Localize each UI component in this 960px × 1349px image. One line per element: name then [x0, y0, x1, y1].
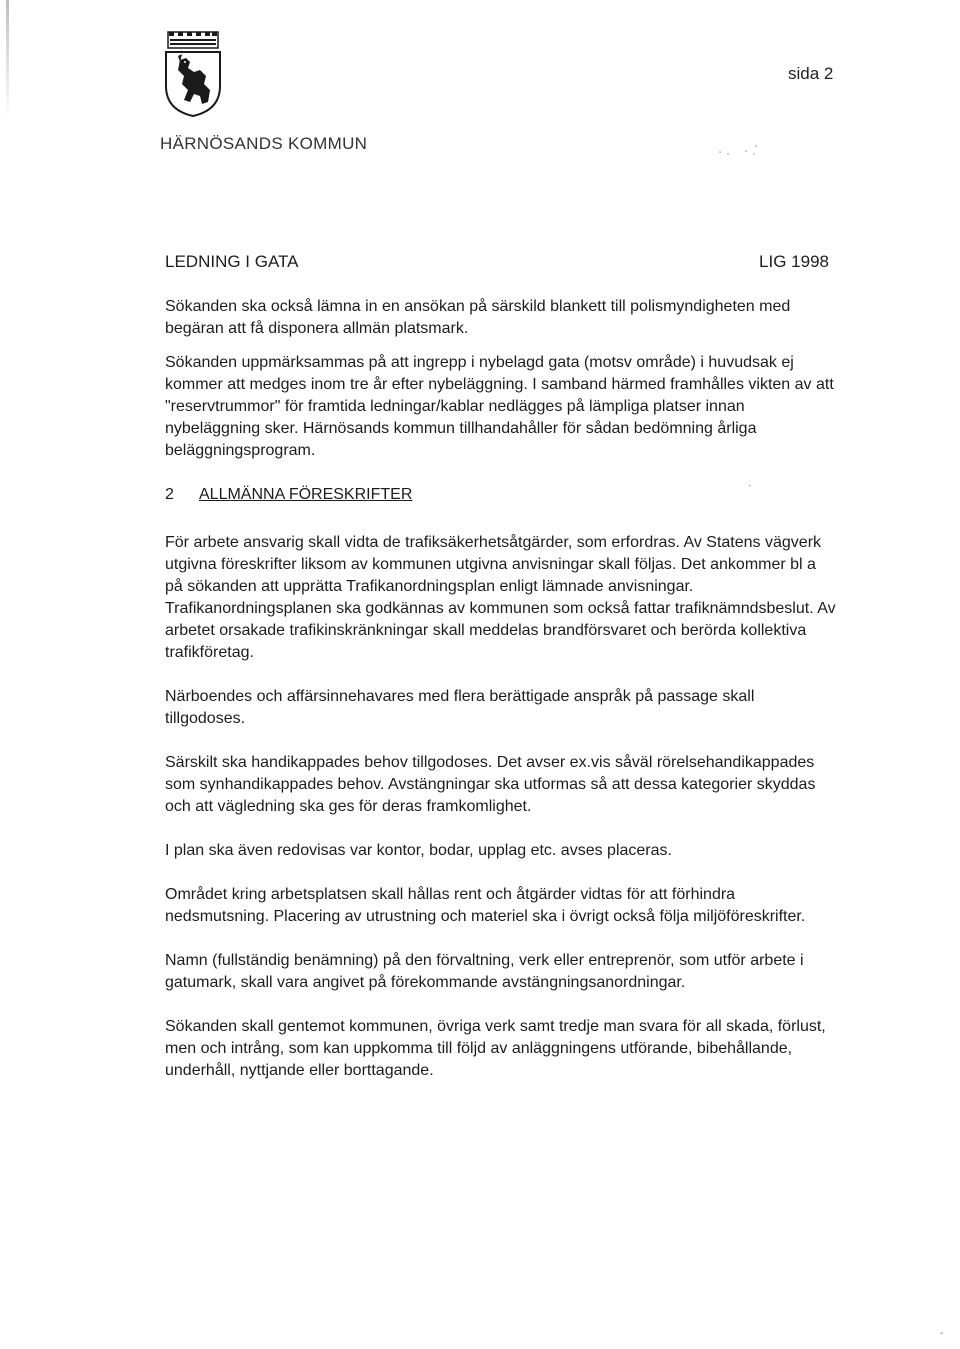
- scan-dot: -: [940, 1328, 944, 1339]
- document-heading: [165, 252, 829, 272]
- document-body: [165, 296, 837, 1104]
- paragraph-application: Sökanden ska också lämna in en ansökan på särskild blankett till polismyndigheten med begäran att få disponera allmän platsmark.: [165, 298, 791, 337]
- section-heading: [165, 484, 837, 506]
- paragraph-cleanliness: Området kring arbetsplatsen skall hållas rent och åtgärder vidtas för att förhindra nedsmutsning. Placering av utrustning och materiel ska i övrigt också följa miljöföreskrifter.: [165, 886, 806, 925]
- scan-dot: ·: [748, 480, 752, 491]
- paragraph-disabled: Särskilt ska handikappades behov tillgodoses. Det avser ex.vis såväl rörelsehandikappades som synhandikappades behov. Avstängningar ska utformas så att dessa kategorier skyddas och att vägledning ska ges för deras framkomlighet.: [165, 754, 816, 815]
- paragraph-residents: Närboendes och affärsinnehavares med flera berättigade anspråk på passage skall tillgodoses.: [165, 688, 755, 727]
- paragraph-contractor-name: Namn (fullständig benämning) på den förvaltning, verk eller entreprenör, som utför arbete i gatumark, skall vara angivet på förekommande avstängningsanordningar.: [165, 952, 804, 991]
- page-number: sida 2: [788, 64, 834, 83]
- paragraph-traffic-safety: För arbete ansvarig skall vidta de trafiksäkerhetsåtgärder, som erfordras. Av Statens vägverk utgivna föreskrifter liksom av kommunen utgivna anvisningar skall följas. Det ankommer bl a på sökanden att upprätta Trafikanordningsplan enligt lämnade anvisningar. Trafikanordningsplanen ska godkännas av kommunen som också fattar trafiknämndsbeslut. Av arbetet orsakade trafikinskränkningar skall meddelas brandförsvaret och berörda kollektiva trafikföretag.: [165, 534, 836, 661]
- scan-edge-shadow: [6, 0, 9, 120]
- paragraph-liability: Sökanden skall gentemot kommunen, övriga verk samt tredje man svara för all skada, förlust, men och intrång, som kan uppkomma till följd av anläggningens utförande, bibehållande, underhåll, nyttjande eller borttagande.: [165, 1018, 826, 1079]
- document-title: LEDNING I GATA: [165, 252, 299, 271]
- scan-specks: [716, 140, 766, 160]
- organization-name: HÄRNÖSANDS KOMMUN: [160, 134, 368, 153]
- paragraph-site-plan: I plan ska även redovisas var kontor, bodar, upplag etc. avses placeras.: [165, 842, 672, 859]
- document-code: LIG 1998: [759, 252, 829, 271]
- section-title: ALLMÄNNA FÖRESKRIFTER: [199, 486, 413, 503]
- section-number: 2: [165, 486, 174, 503]
- paragraph-resurfacing: Sökanden uppmärksammas på att ingrepp i nybelagd gata (motsv område) i huvudsak ej kommer att medges inom tre år efter nybeläggning. I samband härmed framhålles vikten av att "reservtrummor" för framtida ledningar/kablar nedlägges på lämpliga platser innan nybeläggning sker. Härnösands kommun tillhandahåller för sådan bedömning årliga beläggningsprogram.: [165, 354, 834, 459]
- coat-of-arms-icon: [160, 30, 226, 118]
